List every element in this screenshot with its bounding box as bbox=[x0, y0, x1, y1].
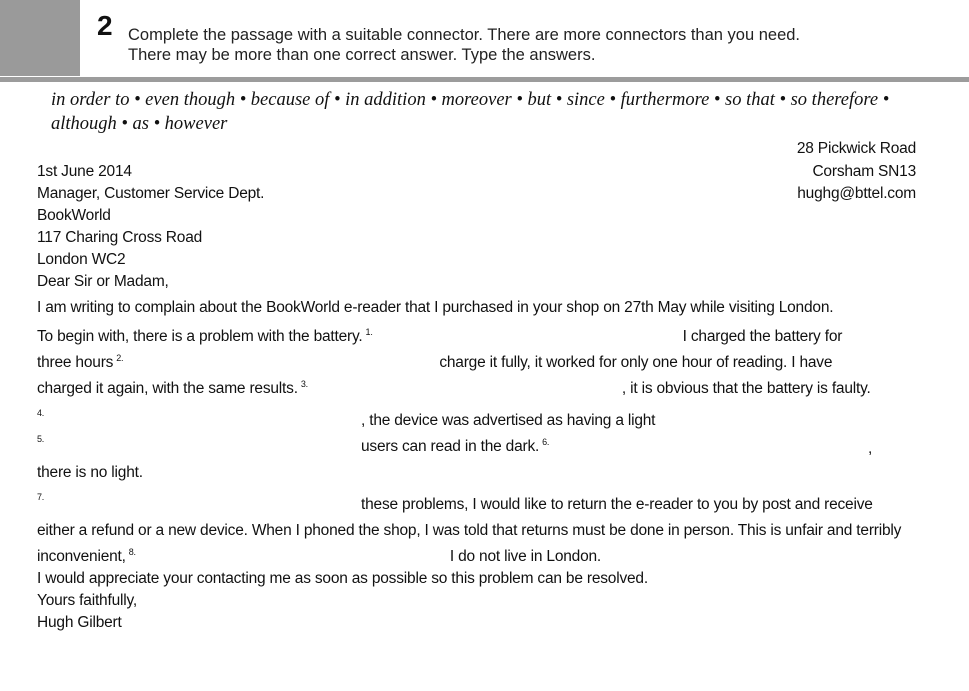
gap-number-4-label bbox=[37, 408, 44, 428]
p2-text-b: users can read in the dark. bbox=[361, 438, 540, 455]
answer-input-8[interactable] bbox=[136, 548, 450, 566]
recipient-company: BookWorld bbox=[37, 207, 111, 224]
sender-town: Corsham SN13 bbox=[812, 163, 916, 180]
p1-text-d: charge it fully, it worked for only one hour of reading. I have bbox=[439, 354, 833, 371]
p3-text-a: these problems, I would like to return the e-reader to you by post and receive bbox=[361, 496, 873, 513]
header-divider bbox=[0, 77, 969, 82]
sender-email: hughg@bttel.com bbox=[797, 185, 916, 202]
p1-line-1 bbox=[37, 327, 842, 347]
header-grey-block bbox=[0, 0, 80, 76]
recipient-title: Manager, Customer Service Dept. bbox=[37, 185, 265, 202]
p3-line-3 bbox=[37, 547, 601, 567]
exercise-instructions bbox=[128, 25, 800, 65]
intro-paragraph: I am writing to complain about the BookWorld e-reader that I purchased in your shop on 27th May while visiting London. bbox=[37, 299, 834, 316]
gap-number-6: 6. bbox=[542, 437, 550, 447]
recipient-city: London WC2 bbox=[37, 251, 126, 268]
gap-number-4: 4. bbox=[37, 408, 45, 418]
instruction-line-2: There may be more than one correct answer. Type the answers. bbox=[128, 46, 596, 64]
closing-line: I would appreciate your contacting me as soon as possible so this problem can be resolved. bbox=[37, 570, 648, 587]
answer-input-3[interactable] bbox=[308, 380, 622, 398]
sender-street: 28 Pickwick Road bbox=[796, 140, 916, 157]
gap-number-5-label bbox=[37, 434, 44, 454]
p1-line-3 bbox=[37, 379, 871, 399]
gap-number-2: 2. bbox=[116, 353, 124, 363]
gap-number-5: 5. bbox=[37, 434, 45, 444]
answer-input-7[interactable] bbox=[50, 494, 356, 512]
answer-input-1[interactable] bbox=[373, 328, 683, 346]
gap-number-3: 3. bbox=[300, 379, 308, 389]
letter-date: 1st June 2014 bbox=[37, 163, 132, 180]
p2-text-a: , the device was advertised as having a light bbox=[361, 412, 656, 429]
answer-input-5[interactable] bbox=[50, 436, 356, 454]
p1-text-b: I charged the battery for bbox=[682, 328, 843, 345]
p1-text-e: charged it again, with the same results. bbox=[37, 380, 298, 397]
p3-text-c: inconvenient, bbox=[37, 548, 126, 565]
sign-off: Yours faithfully, bbox=[37, 592, 137, 609]
p1-text-a: To begin with, there is a problem with the battery. bbox=[37, 328, 363, 345]
salutation: Dear Sir or Madam, bbox=[37, 273, 169, 290]
gap-number-1: 1. bbox=[365, 327, 373, 337]
p2-text-c: , bbox=[868, 440, 873, 457]
sender-name: Hugh Gilbert bbox=[37, 614, 122, 631]
gap-number-7: 7. bbox=[37, 492, 45, 502]
p3-text-b: either a refund or a new device. When I phoned the shop, I was told that returns must be done in person. This is unfair and terribly bbox=[37, 522, 902, 539]
recipient-street: 117 Charing Cross Road bbox=[37, 229, 203, 246]
gap-number-8: 8. bbox=[128, 547, 136, 557]
p2-line-2 bbox=[361, 437, 549, 457]
p1-line-2 bbox=[37, 353, 832, 373]
p2-text-d: there is no light. bbox=[37, 464, 143, 481]
gap-number-7-label bbox=[37, 492, 44, 512]
answer-input-2[interactable] bbox=[123, 354, 439, 372]
p1-text-f: , it is obvious that the battery is faulty. bbox=[621, 380, 871, 397]
p3-text-d: I do not live in London. bbox=[449, 548, 602, 565]
answer-input-4[interactable] bbox=[50, 410, 356, 428]
p1-text-c: three hours bbox=[37, 354, 114, 371]
exercise-number: 2 bbox=[97, 10, 113, 41]
connector-word-bank: in order to • even though • because of • in addition • moreover • but • since • furthermore • so that • so therefore • although • as • however bbox=[51, 90, 890, 134]
answer-input-6[interactable] bbox=[556, 436, 862, 454]
instruction-line-1: Complete the passage with a suitable connector. There are more connectors than you need. bbox=[128, 26, 801, 44]
